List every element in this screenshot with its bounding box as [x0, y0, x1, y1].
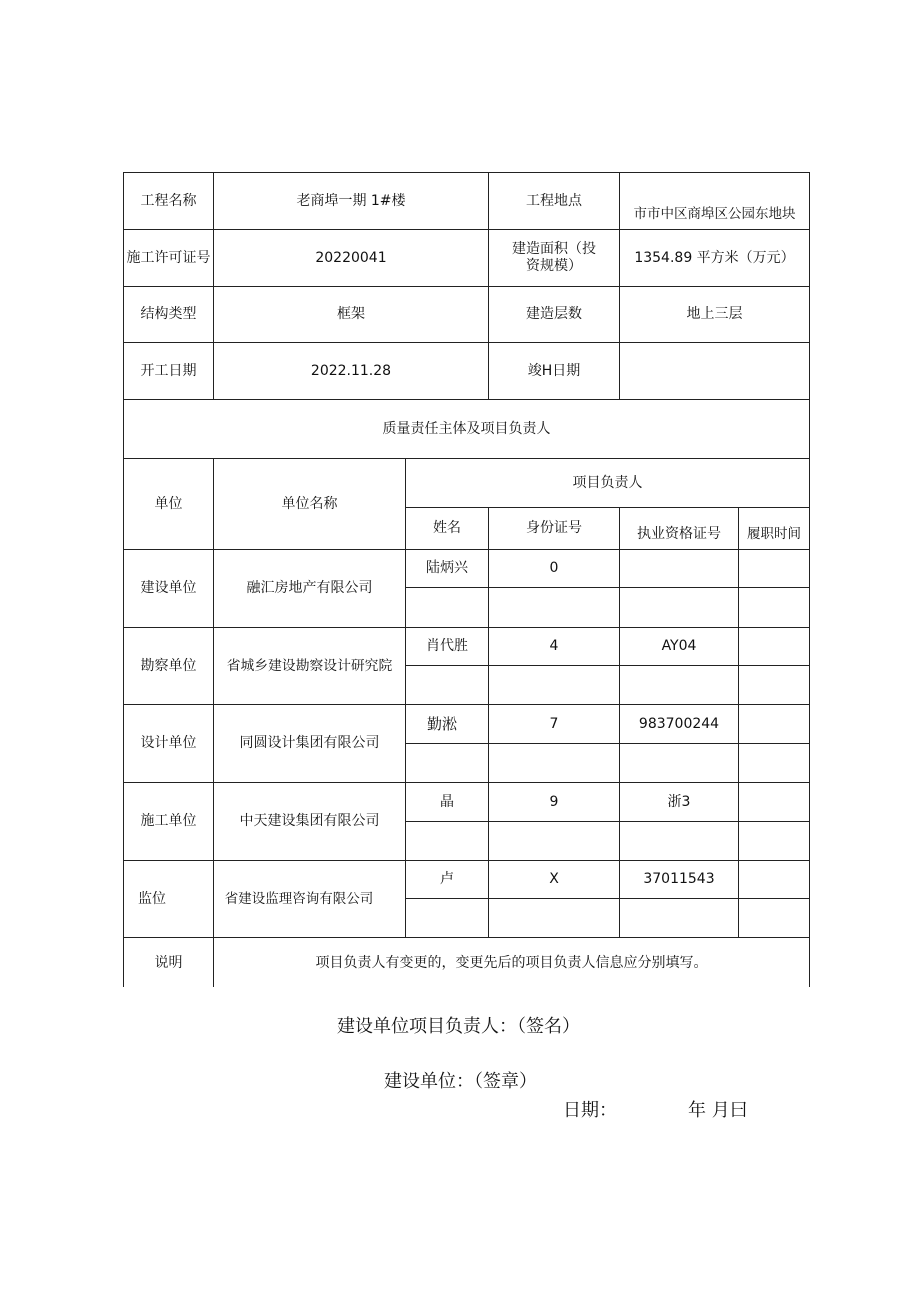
- person-name: 陆炳兴: [426, 560, 468, 576]
- structure-value: 框架: [337, 306, 365, 322]
- area-value: 1354.89 平方米（万元）: [634, 249, 795, 266]
- section-title: 质量责任主体及项目负责人: [382, 420, 551, 437]
- unit-name-header: 单位名称: [281, 495, 338, 512]
- area-label: 建造面积（投资规模）: [512, 241, 596, 274]
- location-label: 工程地点: [526, 192, 582, 209]
- cert-number: 浙3: [667, 793, 691, 810]
- rule: [738, 507, 739, 937]
- unit-type: 监位: [138, 890, 166, 907]
- unit-type: 建设单位: [140, 580, 197, 596]
- floors-value: 地上三层: [686, 306, 743, 322]
- person-name: 卢: [440, 871, 454, 887]
- project-name-value: 老商埠一期 1#楼: [296, 192, 406, 209]
- company-name: 同圆设计集团有限公司: [239, 735, 380, 751]
- rule: [405, 821, 810, 822]
- permit-value: 20220041: [315, 249, 387, 266]
- id-number: 0: [549, 560, 559, 576]
- unit-type: 勘察单位: [140, 657, 197, 674]
- unit-type: 施工单位: [140, 813, 197, 829]
- structure-label: 结构类型: [140, 306, 197, 322]
- cert-number: AY04: [661, 638, 697, 654]
- permit-label: 施工许可证号: [126, 249, 211, 266]
- cert-number: 983700244: [638, 715, 720, 732]
- tenure-header: 履职时间: [747, 526, 801, 542]
- company-name: 省建设监理咨询有限公司: [224, 890, 374, 907]
- finish-date-value: [620, 343, 809, 399]
- rule: [405, 665, 810, 666]
- location-value: 市市中区商埠区公园东地块: [633, 206, 796, 222]
- unit-seal: 建设单位：（签章）: [384, 1071, 537, 1092]
- id-number: 9: [549, 793, 559, 810]
- id-header: 身份证号: [526, 520, 582, 536]
- cert-number: [620, 550, 738, 587]
- floors-label: 建造层数: [526, 306, 582, 322]
- date-label: 日期：: [563, 1100, 617, 1121]
- company-name: 融汇房地产有限公司: [246, 580, 373, 596]
- name-header: 姓名: [433, 520, 461, 536]
- rule: [405, 743, 810, 744]
- start-date-label: 开工日期: [140, 362, 197, 379]
- id-number: 4: [549, 638, 559, 654]
- person-name: 晶: [440, 793, 454, 810]
- id-number: X: [549, 871, 559, 887]
- leader-signature: 建设单位项目负责人：（签名）: [337, 1016, 580, 1037]
- id-number: 7: [549, 715, 559, 732]
- unit-header: 单位: [154, 495, 183, 512]
- note-label: 说明: [154, 954, 183, 971]
- rule: [405, 898, 810, 899]
- note-text: 项目负责人有变更的，变更先后的项目负责人信息应分别填写。: [315, 954, 708, 971]
- person-name: 勤淞: [426, 714, 457, 733]
- rule: [405, 587, 810, 588]
- start-date-value: 2022.11.28: [310, 362, 392, 379]
- cert-number: 37011543: [643, 871, 715, 887]
- project-name-label: 工程名称: [140, 192, 197, 209]
- person-name: 肖代胜: [426, 638, 468, 654]
- rule: [809, 172, 810, 987]
- unit-type: 设计单位: [140, 735, 197, 751]
- cert-header: 执业资格证号: [637, 526, 721, 542]
- company-name: 省城乡建设勘察设计研究院: [226, 657, 393, 674]
- responsible-header: 项目负责人: [572, 474, 643, 491]
- company-name: 中天建设集团有限公司: [239, 813, 380, 829]
- date-value: 年 月曰: [688, 1100, 748, 1121]
- finish-date-label: 竣H日期: [527, 362, 581, 379]
